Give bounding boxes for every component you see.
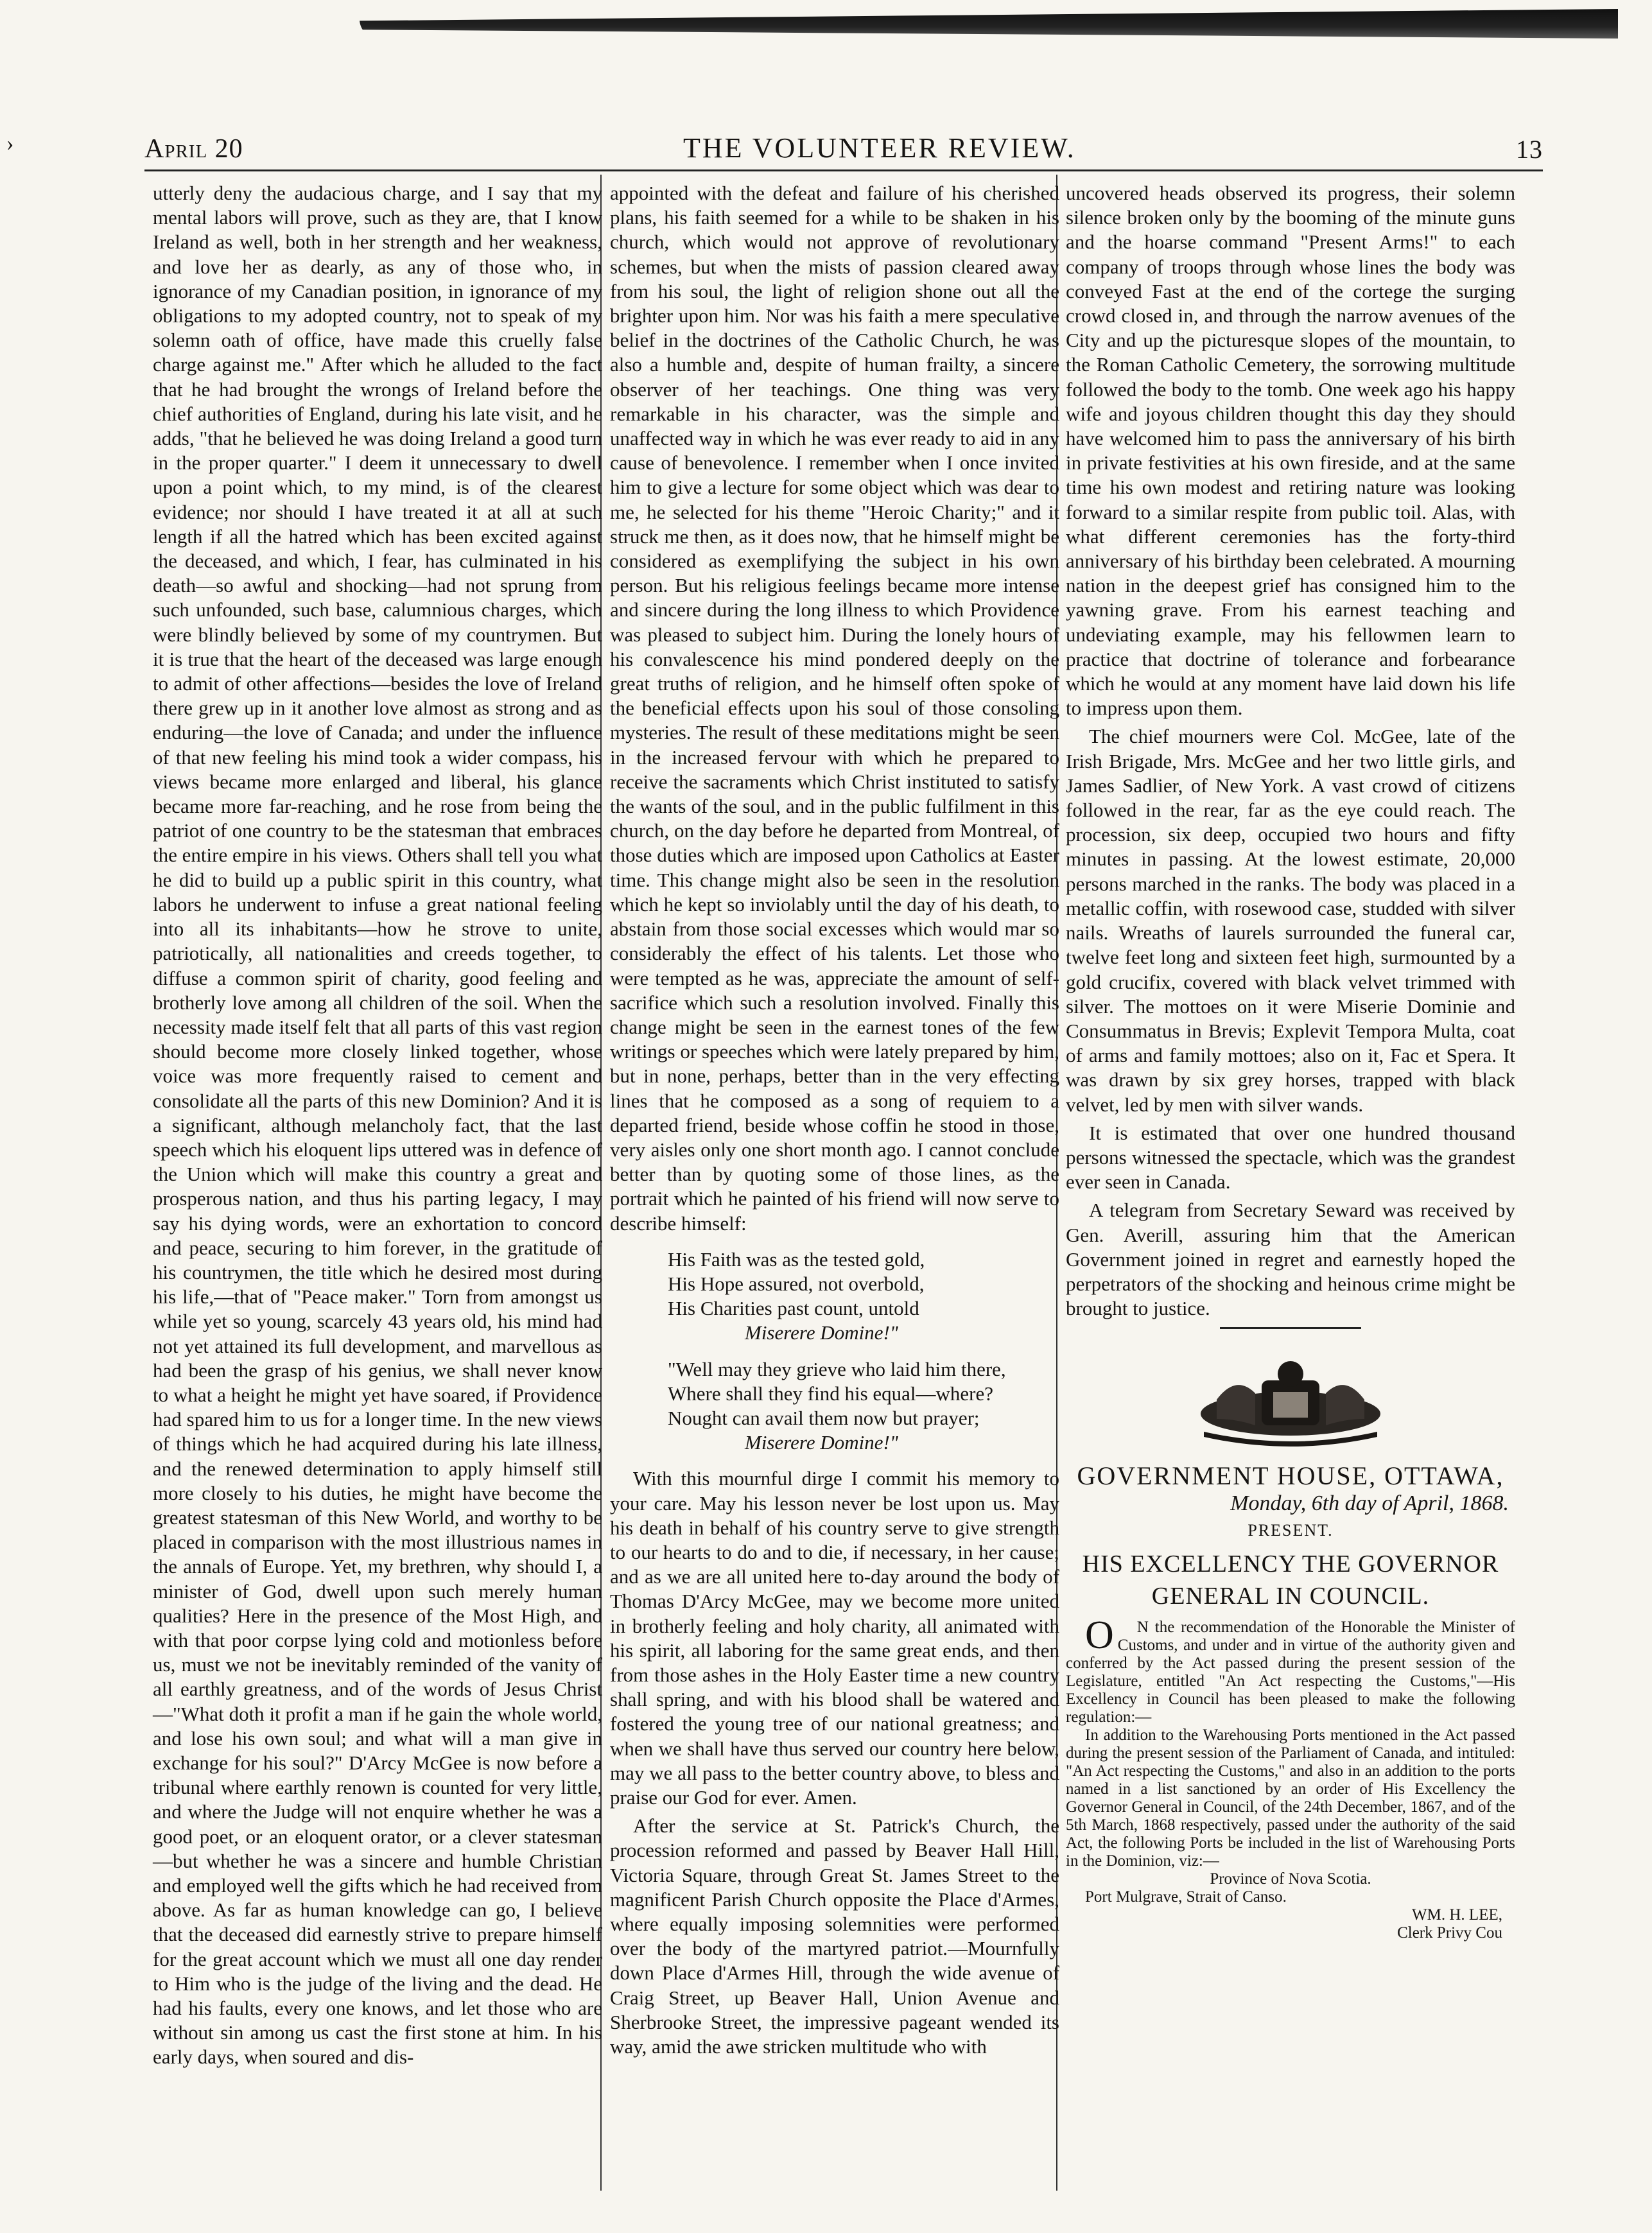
royal-arms-crest-icon bbox=[1191, 1355, 1390, 1451]
signer-name: WM. H. LEE, bbox=[1412, 1906, 1502, 1924]
issue-date: April 20 bbox=[144, 134, 243, 164]
notice-date: Monday, 6th day of April, 1868. bbox=[1230, 1491, 1509, 1515]
signer-title: Clerk Privy Cou bbox=[1397, 1924, 1502, 1942]
port-name: Port Mulgrave, Strait of Canso. bbox=[1085, 1888, 1287, 1906]
column-1 bbox=[153, 181, 602, 2074]
margin-mark: › bbox=[6, 132, 14, 155]
publication-title: THE VOLUNTEER REVIEW. bbox=[683, 132, 1076, 164]
section-rule bbox=[1220, 1327, 1361, 1329]
poem-line: "Well may they grieve who laid him there, bbox=[668, 1357, 1006, 1380]
page-header bbox=[144, 126, 1543, 164]
paragraph: After the service at St. Patrick's Church, the procession reformed and passed by Beaver Hall Hill, Victoria Square, through Great St. James Street to the magnificent Parish Church opposite the Place d'Armes, where equally imposing solemnities were performed over the body of the martyred patriot.—Mournfully down Place d'Armes Hill, through the wide avenue of Craig Street, up Beaver Hall, Union Avenue and Sherbrooke Street, the impressive pageant wended its way, amid the awe stricken multitude who with bbox=[610, 1814, 1059, 2058]
notice-heading: GOVERNMENT HOUSE, OTTAWA, bbox=[1077, 1461, 1504, 1491]
column-2 bbox=[610, 181, 1059, 2063]
paragraph: utterly deny the audacious charge, and I say that my mental labors will prove, such as they are, that I know Ireland as well, both in her strength and her weakness, and love her as dearly, as any of those who, in ignorance of my Canadian position, in ignorance of my obligations to my adopted country, not to speak of my solemn oath of office, have made this cruelly false charge against me." After which he alluded to the fact that he had brought the wrongs of Ireland before the chief authorities of England, during his late visit, and he adds, "that he believed he was doing Ireland a good turn in the proper quarter." I deem it unnecessary to dwell upon a point which, to my mind, is of the clearest evidence; nor should I have treated it at all at such length if all the hatred which has been excited against the deceased, and which, I fear, has culminated in his death—so awful and shocking—had not sprung from such unfounded, such base, calumnious charges, which were blindly believed by some of my countrymen. But it is true that the heart of the deceased was large enough to admit of other affections—besides the love of Ireland there grew up in it another love almost as strong and as enduring—the love of Canada; and under the influence of that new feeling his mind took a wider compass, his views became more enlarged and liberal, his glance became more far-reaching, and he rose from being the patriot of one country to be the statesman that embraces the entire empire in his views. Others shall tell you what he did to build up a public spirit in this country, what labors he underwent to infuse a great national feeling into all its inhabitants—how he strove to unite, patriotically, all nationalities and creeds together, to diffuse a common spirit of charity, good feeling and brotherly love among all children of the soil. When the necessity made itself felt that all parts of this vast region should become more closely linked together, whose voice was more frequently raised to cement and consolidate all the parts of this new Dominion? And it is a significant, although melancholy fact, that the last speech which his eloquent lips uttered was in defence of the Union which will make this country a great and prosperous nation, and thus his parting legacy, I may say his dying words, were an exhortation to concord and peace, securing to him forever, in the gratitude of his countrymen, the title which he desired most during his life,—that of "Peace maker." Torn from amongst us while yet so young, scarcely 43 years old, his mind had not yet attained its full development, and marvellous as had been the grasp of his genius, we shall never know to what a height he might yet have soared, if Providence had spared him to us for a longer time. In the new views of things which he had acquired during his late illness, and the renewed determination to apply himself still more closely to his duties, he might have become the greatest statesman of this New World, and worthy to be placed in comparison with the most illustrious names in the annals of Europe. Yet, my brethren, why should I, a minister of God, dwell upon such merely human qualities? Here in the presence of the Most High, and with that poor corpse lying cold and motionless before us, must we not be inevitably reminded of the vanity of all earthly greatness, and of the words of Jesus Christ—"What doth it profit a man if he gain the whole world, and lose his own soul; and what will a man give in exchange for his soul?" D'Arcy McGee is now before a tribunal where earthly renown is counted for very little, and where the Judge will not enquire whether he was a good poet, or an eloquent orator, or a clever statesman—but whether he was a sincere and humble Christian and employed well the gifts which he had received from above. As far as human knowledge can go, I believe that the deceased did earnestly strive to prepare himself for the great account which we must all one day render to Him who is the judge of the living and the dead. He had his faults, every one knows, and let those who are without sin among us cast the first stone at him. In his early days, when soured and dis- bbox=[153, 182, 602, 2069]
paragraph: With this mournful dirge I commit his memory to your care. May his lesson never be lost upon us. May his death in behalf of his country serve to give strength to our hearts to do and to die, if necessary, in her cause; and as we are all united here to-day around the body of Thomas D'Arcy McGee, may we become more united in brotherly feeling and holy charity, all animated with his spirit, all laboring for the same great ends, and then from those ashes in the Holy Easter time a new country shall spring, and with his blood shall be watered and fostered the young tree of our national greatness; and when we shall have thus served our country here below, may we all pass to the better country above, to bless and praise our God for ever. Amen. bbox=[610, 1467, 1059, 1809]
header-rule bbox=[144, 169, 1543, 171]
page-number: 13 bbox=[1516, 135, 1543, 164]
poem-line: Where shall they find his equal—where? bbox=[668, 1382, 994, 1405]
top-ink-bar bbox=[360, 9, 1618, 39]
poem-line: His Charities past count, untold bbox=[668, 1297, 919, 1320]
paragraph: In addition to the Warehousing Ports mentioned in the Act passed during the present session of the Parliament of Canada, and intituled: "An Act respecting the Customs," and also in an addition to the ports named in a list sanctioned by an order of His Excellency the Governor General in Council, of the 24th December, 1867, and of the 5th March, 1868 respectively, passed under the authority of the said Act, the following Ports be included in the list of Warehousing Ports in the Dominion, viz:— bbox=[1066, 1726, 1515, 1870]
poem-line: His Faith was as the tested gold, bbox=[668, 1247, 925, 1271]
paragraph: ON the recommendation of the Honorable the Minister of Customs, and under and in virtue of the authority given and conferred by the Act passed during the present session of the Legislature, entitled "An Act respecting the Customs,"—His Excellency in Council has been pleased to make the following regulation:— bbox=[1066, 1613, 1515, 1726]
notice-present: PRESENT. bbox=[1248, 1520, 1334, 1540]
paragraph: A telegram from Secretary Seward was received by Gen. Averill, assuring him that the American Government joined in regret and earnestly hoped the perpetrators of the shocking and heinous crime might be brought to justice. bbox=[1066, 1199, 1515, 1320]
poem-refrain: Miserere Domine!" bbox=[745, 1321, 898, 1344]
paragraph: appointed with the defeat and failure of his cherished plans, his faith seemed for a while to be shaken in his church, which would not approve of revolutionary schemes, but when the mists of passion cleared away from his soul, the light of religion shone out all the brighter upon him. Nor was his faith a mere speculative belief in the doctrines of the Catholic Church, he was also a humble and, despite of human frailty, a sincere observer of her teachings. One thing was very remarkable in his character, was the simple and unaffected way in which he was ever ready to aid in any cause of benevolence. I remember when I once invited him to give a lecture for some object which was dear to me, he selected for his theme "Heroic Charity;" and it struck me then, as it does now, that he himself might be considered as exemplifying the subject in his own person. But his religious feelings became more intense and sincere during the long illness to which Providence was pleased to subject him. During the lonely hours of his convalescence his mind pondered deeply on the great truths of religion, and he himself often spoke of the beneficial effects upon his soul of those consoling mysteries. The result of these meditations might be seen in the increased fervour with which he prepared to receive the sacraments which Christ instituted to satisfy the wants of the soul, and in the public fulfilment in this church, on the day before he departed from Montreal, of those duties which are imposed upon Catholics at Easter time. This change might also be seen in the resolution which he kept so inviolably until the day of his death, to abstain from those social excesses which would mar so considerably the effect of his talents. Let those who were tempted as he was, appreciate the amount of self-sacrifice which such a resolution involved. Finally this change might be seen in the earnest tones of the few writings or speeches which were lately prepared by him, but in none, perhaps, better than in the very effecting lines that he composed as a song of requiem to a departed friend, beside whose coffin he stood in those, very aisles only one short month ago. I cannot conclude better than by quoting some of those lines, as the portrait which he painted of his friend will now serve to describe himself: bbox=[610, 182, 1059, 1235]
paragraph: The chief mourners were Col. McGee, late of the Irish Brigade, Mrs. McGee and her two little girls, and James Sadlier, of New York. A vast crowd of citizens followed in the rear, far as the eye could reach. The procession, six deep, occupied two hours and fifty minutes in passing. At the lowest estimate, 20,000 persons marched in the ranks. The body was placed in a metallic coffin, with rosewood case, studded with silver nails. Wreaths of laurels surrounded the funeral car, twelve feet long and sixteen feet high, surmounted by a gold crucifix, covered with black velvet trimmed with silver. The mottoes on it were Miserie Dominie and Consummatus in Brevis; Explevit Tempora Multa, coat of arms and family mottoes; also on it, Fac et Spera. It was drawn by six grey horses, trapped with black velvet, led by men with silver wands. bbox=[1066, 725, 1515, 1116]
poem-line: His Hope assured, not overbold, bbox=[668, 1272, 925, 1295]
poem-line: Nought can avail them now but prayer; bbox=[668, 1406, 980, 1429]
notice-signature bbox=[1066, 1870, 1515, 1942]
paragraph: It is estimated that over one hundred thousand persons witnessed the spectacle, which was the grandest ever seen in Canada. bbox=[1066, 1121, 1515, 1194]
province-name: Province of Nova Scotia. bbox=[1210, 1870, 1371, 1888]
notice-body bbox=[1066, 1613, 1515, 1870]
poem-refrain: Miserere Domine!" bbox=[745, 1431, 898, 1454]
paragraph: uncovered heads observed its progress, their solemn silence broken only by the booming of the minute guns and the hoarse command "Present Arms!" to each company of troops through whose lines the body was conveyed Fast at the end of the cortege the surging crowd closed in, and through the narrow avenues of the City and up the picturesque slopes of the mountain, to the Roman Catholic Cemetery, the sorrowing multitude followed the body to the tomb. One week ago his happy wife and joyous children thought this day they should have welcomed him to pass the anniversary of his birth in private festivities at his own fireside, and at the same time his own modest and retiring nature was looking forward to a similar respite from public toil. Alas, with what different ceremonies has the forty-third anniversary of his birthday been celebrated. A mourning nation in the deepest grief has consigned him to the yawning grave. From his earnest teaching and undeviating example, may his fellowmen learn to practice that doctrine of tolerance and forbearance which he would at any moment have laid down his life to impress upon them. bbox=[1066, 182, 1515, 720]
notice-council: HIS EXCELLENCY THE GOVERNOR GENERAL IN COUNCIL. bbox=[1082, 1550, 1499, 1610]
poem-stanza bbox=[668, 1357, 1059, 1455]
poem-stanza bbox=[668, 1247, 1059, 1346]
column-3 bbox=[1066, 181, 1515, 1942]
